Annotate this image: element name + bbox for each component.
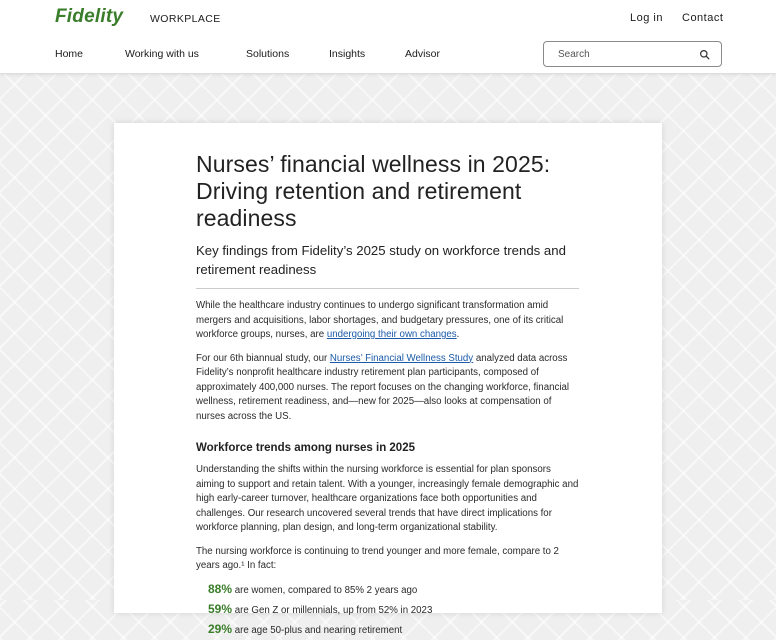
stat-text: are age 50-plus and nearing retirement [232, 624, 403, 636]
stat-value: 29% [208, 621, 233, 636]
site-header [0, 0, 776, 74]
stat-text: are Gen Z or millennials, up from 52% in 2023 [232, 604, 433, 616]
stat-value: 88% [208, 581, 233, 596]
fidelity-logo[interactable]: Fidelity [55, 6, 124, 27]
intro-paragraph [196, 299, 579, 343]
article-card [114, 123, 662, 636]
nav-advisor[interactable]: Advisor [405, 48, 441, 60]
stat-text: are women, compared to 85% 2 years ago [232, 584, 418, 596]
stat-item [208, 600, 579, 620]
study-text-start: For our 6th biannual study, our [196, 352, 330, 364]
study-paragraph [196, 352, 579, 425]
trends-paragraph: Understanding the shifts within the nursing workforce is essential for plan sponsors aiming to support and retain talent. With a younger, increasingly female demographic and high early-career turnover, healthcare organizations face both opportunities and challenges. Our research uncovered several trends that have direct implications for workforce planning, plan design, and long-term organizational stability. [196, 464, 579, 533]
article-subtitle: Key findings from Fidelity’s 2025 study on workforce trends and retirement readiness [196, 243, 566, 277]
stat-item [208, 620, 579, 640]
login-link[interactable]: Log in [630, 12, 663, 24]
contact-link[interactable]: Contact [682, 12, 724, 24]
stats-list [196, 580, 579, 640]
search-icon[interactable] [698, 48, 712, 62]
study-link[interactable]: Nurses’ Financial Wellness Study [329, 352, 474, 364]
article-title: Nurses’ financial wellness in 2025: Driving retention and retirement readiness [196, 151, 551, 231]
intro-end: . [456, 329, 460, 340]
nav-working-with-us[interactable]: Working with us [125, 48, 199, 60]
workforce-paragraph: The nursing workforce is continuing to trend younger and more female, compare to 2 years ago.¹ In fact: [196, 545, 559, 571]
nav-solutions[interactable]: Solutions [246, 48, 290, 60]
stat-item [208, 580, 579, 600]
search-box[interactable] [543, 41, 722, 67]
nav-insights[interactable]: Insights [329, 48, 366, 60]
section-heading: Workforce trends among nurses in 2025 [196, 442, 415, 454]
search-input[interactable] [544, 42, 694, 66]
intro-text: While the healthcare industry continues to undergo significant transformation amid mergers and acquisitions, labor shortages, and budgetary pressures, one of its critical workforce groups, nurses, are [196, 300, 564, 340]
divider [196, 288, 579, 289]
workplace-label[interactable]: WORKPLACE [150, 13, 221, 25]
undergoing-changes-link[interactable]: undergoing their own changes [326, 329, 457, 340]
nav-home[interactable]: Home [55, 48, 84, 60]
study-text: analyzed data across Fidelity’s nonprofit healthcare industry retirement plan participants, composed of approximately 400,000 nurses. The report focuses on the changing workforce, financial wellness, retirement readiness, and—new for 2025—also looks at compensation of nurses across the US. [196, 352, 570, 422]
article-content [196, 151, 579, 640]
stat-value: 59% [208, 601, 233, 616]
